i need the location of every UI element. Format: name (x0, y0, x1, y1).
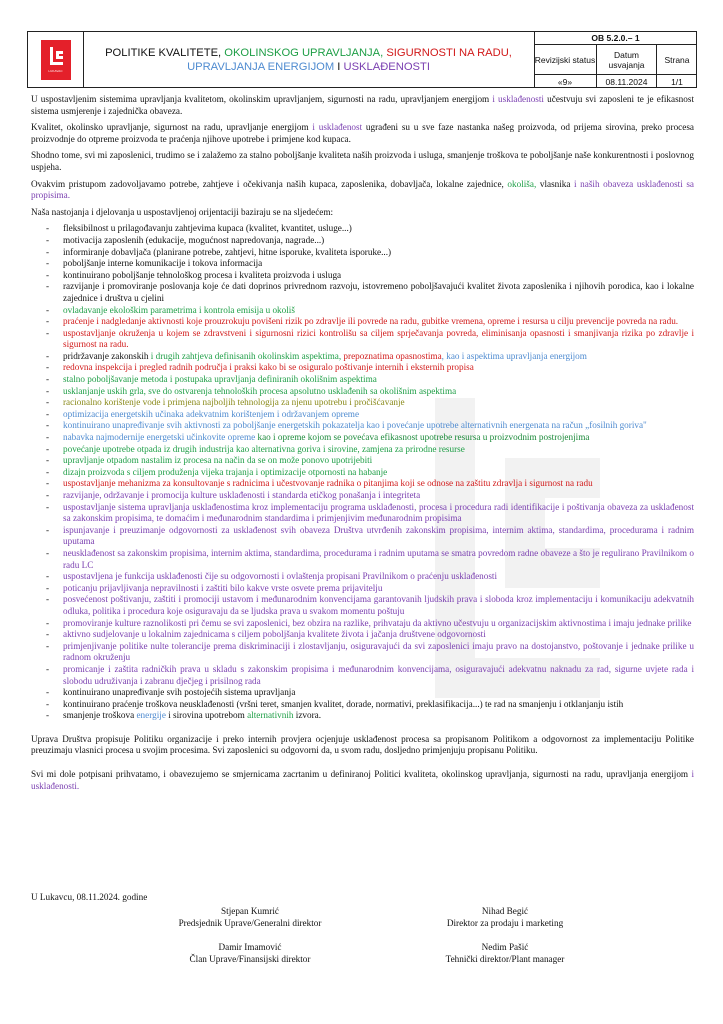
list-item (31, 305, 694, 317)
paragraph (31, 150, 694, 173)
text-run: Svi mi dole potpisani prihvatamo, i obavezujemo se smjernicama zacrtanim u definiranoj Politici kvaliteta, okolinskog upravljanja, sigurnosti na radu, upravljanja energijom (31, 769, 692, 780)
text-run: Naša nastojanja i djelovanja u uspostavljenoj orijentaciji baziraju se na sljedećem: (31, 206, 334, 217)
text-run: fleksibilnost u prilagođavanju zahtjevima kupaca (kvalitet, kvantitet, usluge...) (63, 223, 352, 234)
text-run: uspostavljanje sistema upravljanja usklađenostima kroz implementaciju programa usklađenosti, procesa i procedura radi identifikacije i poštivanja obaveza za usklađenost sa zakonskim propisima, te domaćim i međunarodnim standardima i primjenjivim međunarodnim propisima (63, 501, 694, 524)
list-item (31, 490, 694, 502)
text-run: SIGURNOSTI NA RADU, (386, 46, 512, 59)
text-run: , kao i aspektima upravljanja energijom (441, 350, 587, 361)
list-item (31, 629, 694, 641)
text-run: i usklađenosti. (31, 769, 694, 791)
list-item (31, 386, 694, 398)
signatory-role: Direktor za prodaju i marketing (446, 918, 564, 928)
text-run: učestvuju svi zaposleni te je efikasnost sistema usmjerenje i zajednička obaveza. (31, 94, 694, 116)
text-run: alternativnih (247, 710, 294, 721)
signatory-role: Član Uprave/Finansijski direktor (189, 954, 311, 964)
list-item (31, 594, 694, 617)
document-header (27, 31, 697, 88)
closing-paragraphs (31, 734, 694, 792)
signatory-name: Damir Imamović (218, 942, 282, 952)
list-item (31, 409, 694, 421)
text-run: energije (136, 710, 166, 721)
text-run: razvijanje, održavanje i promocija kulture usklađenosti i standarda etičkog ponašanja i integriteta (63, 490, 421, 500)
text-run: i usklađenosti (492, 94, 544, 104)
signatory-4 (415, 941, 595, 965)
text-run: OKOLINSKOG UPRAVLJANJA, (224, 46, 387, 59)
text-run: pridržavanje zakonskih (63, 350, 151, 361)
text-run: ugrađeni su u sve faze nastanka našeg proizvoda, od prijema sirovina, preko procesa proizvodnje do otpreme proizvoda te praćenja njihove upotrebe i primjene kod kupaca. (31, 122, 694, 144)
signatory-1 (160, 905, 340, 929)
list-item (31, 223, 694, 235)
text-run: dizajn proizvoda s ciljem produženja vijeka trajanja i optimizacije otpornosti na habanje (63, 466, 388, 477)
list-item (31, 420, 694, 432)
page-value: 1/1 (671, 76, 683, 87)
text-run: optimizacija energetskih učinaka adekvatnim korištenjem i održavanjem opreme (63, 408, 360, 419)
text-run: uspostavljanje mehanizma za konsultovanje s radnicima i učestvovanje radnika o pitanjima koji se odnose na zaštitu zdravlja i sigurnost na radu (63, 478, 593, 489)
text-run: I (337, 60, 344, 73)
list-item (31, 270, 694, 282)
text-run: i drugih zahtjeva definisanih okolinskim aspektima, (150, 350, 344, 361)
text-run: i sirovina upotrebom (165, 710, 248, 721)
text-run: informiranje dobavljača (planirane potrebe, zahtjevi, hitne isporuke, kvaliteta isporuke...) (63, 246, 392, 257)
revision-header: Revizijski status (534, 45, 597, 74)
text-run: kontinuirano unapređivanje svih aktivnosti za poboljšanje energetskih pokazatelja kao i povećanje upotrebe alternativnih energenata na račun „fosilnih goriva" (63, 420, 647, 431)
text-run: i naših obaveza usklađenosti sa propisima. (31, 178, 694, 201)
list-item (31, 397, 694, 409)
list-item (31, 687, 694, 699)
text-run: motivacija zaposlenih (edukacije, mogućnost napredovanja, nagrade...) (63, 234, 325, 245)
list-item (31, 478, 694, 490)
text-run: povećanje upotrebe otpada iz drugih industrija kao alternativna goriva i sirovine, zamjena za prirodne resurse (63, 443, 465, 454)
list-item (31, 664, 694, 687)
signatory-2 (415, 905, 595, 929)
company-logo (41, 40, 71, 80)
text-run: praćenje i nadgledanje aktivnosti koje prouzrokuju povišeni rizik po zdravlje ili povrede na radu, gubitke vremena, opreme i resursa u cilju prevencije povreda na radu. (63, 316, 679, 327)
text-run: kontinuirano praćenje troškova neusklađenosti (vršni teret, smanjen kvalitet, dorade, normativi, preklasifikacija...) te rad na smanjenju i otklanjanju istih (63, 698, 624, 709)
list-item (31, 618, 694, 630)
text-run: razvijanje i promoviranje poslovanja koje će dati doprinos privrednom razvoju, istovremeno poboljšavajući kvalitet života zaposlenika i njihovih porodica, kao i lokalne zajednice i društva u cjelini (63, 281, 694, 303)
paragraph (31, 734, 694, 757)
text-run: upravljanje otpadom nastalim iz procesa na način da se on može ponovo upotrijebiti (63, 455, 373, 466)
text-run: racionalno korištenje vode i primjena najboljih tehnologija za njenu upotrebu i pročišćavanje (63, 397, 405, 408)
intro-paragraphs (31, 94, 694, 218)
text-run: okoliša, (507, 178, 537, 189)
logo-mark-icon (47, 46, 65, 68)
policy-body (31, 94, 694, 804)
text-run: izvora. (293, 710, 322, 721)
list-item (31, 699, 694, 711)
list-item (31, 258, 694, 270)
list-item (31, 583, 694, 595)
text-run: usklanjanje uskih grla, sve do ostvarenja tehnoloških procesa apsolutno usklađenih sa okolišnim aspektima (63, 385, 457, 396)
list-item (31, 571, 694, 583)
list-item (31, 641, 694, 664)
text-run: USKLAĐENOSTI (343, 60, 430, 73)
document-meta-table (534, 32, 697, 87)
signatory-name: Nihad Begić (481, 906, 529, 916)
text-run: ispunjavanje i preuzimanje odgovornosti za usklađenost svih obaveza Društva utvrđenih zakonskim propisima, internim aktima, standardima, procedurama i radnim uputama (63, 524, 694, 547)
list-item (31, 710, 694, 722)
signatory-name: Nedim Pašić (481, 942, 529, 952)
text-run: promoviranje kulture raznolikosti pri čemu se svi zaposlenici, bez obzira na razlike, prihvataju da aktivno učestvuju u organizacijskim aktivnostima i imaju jednake prilike (63, 617, 692, 628)
list-item (31, 247, 694, 259)
text-run: posvećenost poštivanju, zaštiti i promociji ustavom i međunarodnim konvencijama garantovanih ljudskih prava i sloboda kroz implementaciju i komunikaciju adekvatnih odluka, politika i procedura koje osiguravaju da se ljudska prava u svakom momentu poštuju (63, 594, 694, 616)
text-run: promicanje i zaštita radničkih prava u skladu s zakonskim propisima i međunarodnim konvencijama, osiguravajući adekvatnu naknadu za rad, sigurne uvjete rada i slobodu udruživanja i zabranu dječjeg i prisilnog rada (63, 663, 694, 686)
signatory-3 (155, 941, 345, 965)
text-run: smanjenje troškova (63, 710, 137, 721)
page-header: Strana (664, 54, 690, 65)
text-run: poticanju prijavljivanja nepravilnosti i zaštiti bilo kakve vrste osvete prema prijavitelju (63, 582, 383, 593)
list-item (31, 281, 694, 304)
list-item (31, 432, 694, 444)
place-date: U Lukavcu, 08.11.2024. godine (31, 892, 148, 902)
text-run: Shodno tome, svi mi zaposlenici, trudimo se i zalažemo za stalno poboljšanje kvaliteta naših proizvoda i usluga, smanjenje troškova te poboljšanje naše konkurentnosti i poslovnog uspjeha. (31, 150, 694, 172)
text-run: redovna inspekcija i pregled radnih područja i praksi kako bi se osiguralo poštivanje internih i eksternih propisa (63, 362, 474, 373)
text-run: Ovakvim pristupom zadovoljavamo potrebe, zahtjeve i očekivanja naših kupaca, zaposlenika, dobavljača, lokalne zajednice, (31, 178, 508, 189)
text-run: prepoznatima opasnostima (343, 350, 442, 361)
revision-value: «9» (534, 75, 597, 88)
text-run: kontinuirano poboljšanje tehnološkog procesa i kvaliteta proizvoda i usluga (63, 269, 342, 280)
text-run: Kvalitet, okolinsko upravljanje, sigurnost na radu, upravljanje energijom (31, 122, 313, 133)
paragraph (31, 122, 694, 145)
signatory-name: Stjepan Kumrić (221, 906, 279, 916)
text-run: uspostavljena je funkcija usklađenosti čije su odgovornosti i ovlaštenja propisani Pravilnikom o praćenju usklađenosti (63, 571, 498, 582)
list-item (31, 467, 694, 479)
date-header: Datum usvajanja (597, 45, 657, 74)
logo-text: LUKAVAC (48, 69, 63, 73)
document-code: OB 5.2.0.– 1 (534, 32, 697, 45)
text-run: POLITIKE KVALITETE, (105, 46, 225, 59)
list-item (31, 374, 694, 386)
list-item (31, 328, 694, 351)
list-item (31, 455, 694, 467)
paragraph (31, 179, 694, 202)
title-line-1 (105, 46, 512, 60)
paragraph (31, 94, 694, 117)
list-item (31, 316, 694, 328)
text-run: primjenjivanje politike nulte tolerancije prema diskriminaciji i zlostavljanju, osiguravajući da svi zaposlenici imaju pravo na dostojanstvo, poštovanje i jednake prilike u radnom okruženju (63, 640, 694, 663)
list-item (31, 502, 694, 525)
signatory-role: Tehnički direktor/Plant manager (445, 954, 565, 964)
date-value: 08.11.2024 (597, 75, 657, 88)
logo-cell (28, 32, 84, 87)
text-run: poboljšanje interne komunikacije i tokova informacija (63, 258, 263, 269)
text-run: i usklađenost (312, 122, 363, 133)
text-run: UPRAVLJANJA ENERGIJOM (187, 60, 338, 73)
text-run: nabavka najmodernije energetski učinkovite opreme (63, 432, 258, 443)
text-run: stalno poboljšavanje metoda i postupaka upravljanja definiranih okolišnim aspektima (63, 374, 377, 385)
text-run: ovladavanje ekološkim parametrima i kontrola emisija u okoliš (63, 304, 295, 315)
title-line-2 (187, 60, 430, 74)
paragraph (31, 207, 694, 219)
text-run: aktivno sudjelovanje u lokalnim zajednicama s ciljem poboljšanja kvalitete života i jačanja društvene odgovornosti (63, 629, 486, 640)
document-title (83, 32, 535, 87)
text-run: neusklađenost sa zakonskim propisima, internim aktima, standardima, procedurama i radnim uputama se smatra povredom radne obaveze a što je regulirano Pravilnikom o radu LC (63, 547, 694, 570)
list-item (31, 548, 694, 571)
list-item (31, 525, 694, 548)
policy-commitments-list (31, 223, 694, 722)
list-item (31, 235, 694, 247)
text-run: vlasnika (536, 178, 575, 189)
text-run: U uspostavljenim sistemima upravljanja kvalitetom, okolinskim upravljanjem, sigurnosti na radu, upravljanjem energijom (31, 94, 493, 104)
signatory-role: Predsjednik Uprave/Generalni direktor (178, 918, 322, 928)
text-run: kao i opreme kojom se povećava efikasnost upotrebe resursa u proizvodnim postrojenjima (257, 432, 590, 443)
text-run: Uprava Društva propisuje Politiku organizacije i preko internih provjera ocjenjuje usklađenost procesa sa propisanom Politikom a odgovornost za implementaciju Politike preuzimaju vlasnici procesa u svojim procesima. Svi zaposlenici su odgovorni da, u svom radu, dosljedno primjenjuju propisanu Politiku. (31, 733, 694, 756)
paragraph (31, 769, 694, 792)
text-run: uspostavljanje okruženja u kojem se zdravstveni i sigurnosni rizici kontrolišu sa ciljem sprječavanja povreda, eliminisanja opasnosti i smanjivanja rizika po zdravlje i sigurnost na radu. (63, 327, 694, 350)
list-item (31, 444, 694, 456)
list-item (31, 362, 694, 374)
list-item (31, 351, 694, 363)
text-run: kontinuirano unapređivanje svih postojećih sistema upravljanja (63, 687, 296, 698)
